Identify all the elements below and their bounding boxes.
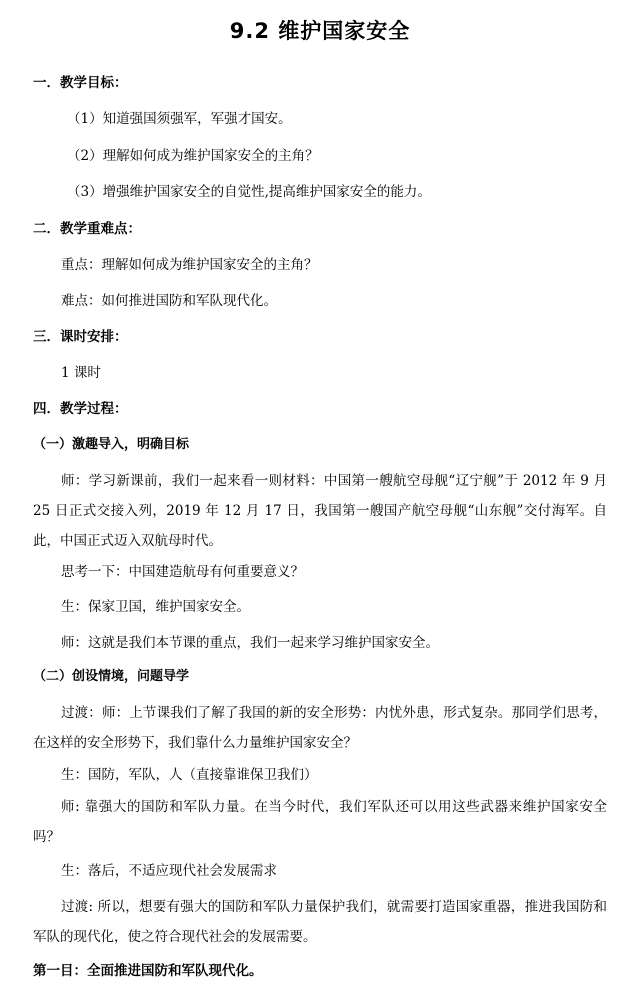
intro-paragraph-1: 师：学习新课前，我们一起来看一则材料：中国第一艘航空母舰“辽宁舰”于 2012 年 9 月 25 日正式交接入列，2019 年 12 月 17 日，我国第一艘国产航空母舰“山东舰”交付海军。自此，中国正式迈入双航母时代。 <box>33 473 607 549</box>
inquiry-paragraph-3: 师: 靠强大的国防和军队力量。在当今时代，我们军队还可以用这些武器来维护国家安全吗？ <box>33 799 607 845</box>
schedule-value: 1 课时 <box>61 365 101 381</box>
goal-item-2: （2）理解如何成为维护国家安全的主角？ <box>67 148 319 164</box>
intro-paragraph-3: 生：保家卫国，维护国家安全。 <box>61 599 250 615</box>
inquiry-paragraph-5: 过渡: 所以，想要有强大的国防和军队力量保护我们，就需要打造国家重器，推进我国防和军队的现代化，使之符合现代社会的发展需要。 <box>33 899 607 945</box>
page-title: 9.2 维护国家安全 <box>229 19 411 43</box>
inquiry-paragraph-1: 过渡：师：上节课我们了解了我国的新的安全形势：内忧外患，形式复杂。那同学们思考，在这样的安全形势下，我们靠什么力量维护国家安全？ <box>33 705 607 751</box>
inquiry-paragraph-2: 生：国防，军队，人（直接靠谁保卫我们） <box>61 767 318 783</box>
goal-item-3: （3）增强维护国家安全的自觉性,提高维护国家安全的能力。 <box>67 184 431 200</box>
subsection-heading-inquiry: （二）创设情境，问题导学 <box>33 669 190 684</box>
goal-item-1: （1）知道强国须强军，军强才国安。 <box>67 111 292 127</box>
topic-heading-1: 第一目：全面推进国防和军队现代化。 <box>33 963 263 979</box>
section-heading-process: 四．教学过程： <box>33 401 128 417</box>
key-point-difficulty: 难点：如何推进国防和军队现代化。 <box>61 293 277 309</box>
section-heading-goals: 一．教学目标： <box>33 75 128 91</box>
section-heading-schedule: 三．课时安排： <box>33 329 128 345</box>
inquiry-paragraph-4: 生：落后，不适应现代社会发展需求 <box>61 863 277 879</box>
key-point-focus: 重点：理解如何成为维护国家安全的主角？ <box>61 257 318 273</box>
intro-paragraph-2: 思考一下：中国建造航母有何重要意义？ <box>61 564 304 580</box>
section-heading-key-points: 二．教学重难点： <box>33 221 141 237</box>
intro-paragraph-4: 师：这就是我们本节课的重点，我们一起来学习维护国家安全。 <box>61 635 439 651</box>
subsection-heading-intro: （一）激趣导入，明确目标 <box>33 437 190 452</box>
